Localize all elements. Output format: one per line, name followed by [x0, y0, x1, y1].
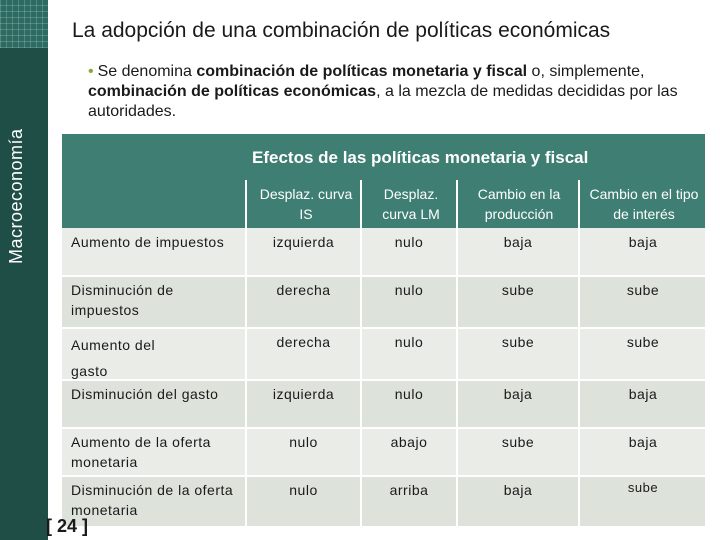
intro-bold-1: combinación de políticas monetaria y fiscal — [196, 63, 528, 80]
row-divider — [62, 327, 705, 329]
page-number: [ 24 ] — [46, 516, 89, 536]
intro-text-1: Se denomina — [97, 63, 197, 80]
header-interes: Cambio en el tipo de interés — [589, 186, 699, 222]
header-lm: Desplaz. curva LM — [382, 186, 440, 222]
cell-produccion: sube — [501, 434, 535, 450]
bullet-icon: • — [88, 63, 94, 80]
table-title: Efectos de las políticas monetaria y fiscal — [252, 148, 589, 167]
row-divider — [62, 475, 705, 477]
header-produccion: Cambio en la producción — [477, 186, 561, 222]
cell-is: izquierda — [272, 386, 335, 402]
row-label: Aumento del gasto — [71, 337, 156, 379]
row-divider — [62, 427, 705, 429]
header-is: Desplaz. curva IS — [259, 186, 353, 222]
row-label: Disminución de la oferta monetaria — [71, 482, 234, 518]
cell-lm: nulo — [394, 282, 424, 298]
row-divider — [62, 275, 705, 277]
cell-produccion: sube — [501, 334, 535, 350]
cell-produccion: baja — [503, 234, 533, 250]
cell-lm: nulo — [394, 234, 424, 250]
row-label: Disminución del gasto — [71, 386, 219, 402]
cell-lm: nulo — [394, 334, 424, 350]
cell-is: derecha — [276, 282, 331, 298]
row-label: Aumento de impuestos — [71, 234, 225, 250]
intro-text-3: , a la mezcla de medidas decididas por las autoridades. — [88, 83, 678, 120]
slide-title: La adopción de una combinación de políticas económicas — [72, 19, 611, 42]
cell-interes: baja — [628, 434, 658, 450]
logo-grid-icon — [0, 0, 48, 48]
row-label: Aumento de la oferta monetaria — [71, 434, 211, 470]
cell-interes: sube — [627, 480, 659, 495]
sidebar-label: Macroeconomía — [6, 128, 26, 264]
cell-interes: sube — [626, 334, 660, 350]
cell-produccion: baja — [503, 482, 533, 498]
cell-lm: abajo — [390, 434, 428, 450]
cell-is: nulo — [289, 482, 318, 498]
cell-interes: baja — [628, 386, 658, 402]
cell-lm: arriba — [389, 482, 429, 498]
cell-interes: sube — [626, 282, 660, 298]
cell-is: nulo — [289, 434, 318, 450]
cell-interes: baja — [628, 234, 658, 250]
cell-lm: nulo — [394, 386, 424, 402]
cell-is: izquierda — [272, 234, 335, 250]
intro-bold-2: combinación de políticas económicas — [88, 83, 377, 100]
cell-produccion: baja — [503, 386, 533, 402]
cell-produccion: sube — [501, 282, 535, 298]
intro-text-2: o, simplemente, — [527, 63, 645, 80]
intro-paragraph — [88, 62, 688, 122]
row-label: Disminución de impuestos — [71, 282, 174, 318]
cell-is: derecha — [276, 334, 331, 350]
side-band — [0, 0, 48, 540]
